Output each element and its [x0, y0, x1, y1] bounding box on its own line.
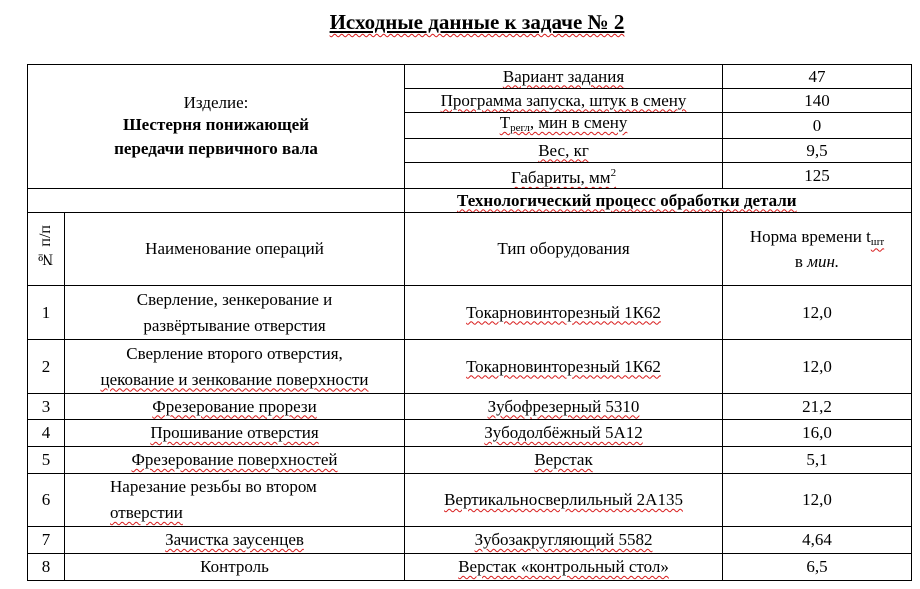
- row-operation: Контроль: [65, 554, 405, 581]
- row-equipment: Вертикальносверлильный 2А135: [405, 474, 723, 527]
- row-norm: 6,5: [723, 554, 912, 581]
- table-row: [28, 340, 912, 394]
- row-operation: Зачистка заусенцев: [65, 527, 405, 554]
- row-equipment: Зубофрезерный 5310: [405, 394, 723, 420]
- row-equipment: Токарновинторезный 1К62: [405, 286, 723, 340]
- table-row: [28, 527, 912, 554]
- row-num: 3: [28, 394, 65, 420]
- param-label-variant: Вариант задания: [405, 65, 723, 89]
- process-title: Технологический процесс обработки детали: [405, 189, 912, 213]
- table-row: [28, 420, 912, 447]
- row-equipment: Верстак: [405, 447, 723, 474]
- param-value-program: 140: [723, 89, 912, 113]
- empty-cell: [28, 189, 405, 213]
- row-num: 7: [28, 527, 65, 554]
- param-label-treg: $Т_{регл}$, мин в смену: [405, 113, 723, 139]
- table-row: [28, 447, 912, 474]
- row-equipment: Зубодолбёжный 5А12: [405, 420, 723, 447]
- param-label-dimensions: Габариты, $мм^2$: [405, 163, 723, 189]
- row-num: 4: [28, 420, 65, 447]
- row-num: 2: [28, 340, 65, 394]
- row-norm: 4,64: [723, 527, 912, 554]
- row-norm: 12,0: [723, 474, 912, 527]
- param-label-program: Программа запуска, штук в смену: [405, 89, 723, 113]
- col-header-equipment: Тип оборудования: [405, 213, 723, 286]
- table-row: [28, 554, 912, 581]
- param-value-treg: 0: [723, 113, 912, 139]
- product-cell: [28, 65, 405, 189]
- param-label-weight: Вес, кг: [405, 139, 723, 163]
- param-value-variant: 47: [723, 65, 912, 89]
- row-num: 1: [28, 286, 65, 340]
- row-operation: Сверление, зенкерование и развёртывание отверстия: [65, 286, 405, 340]
- row-equipment: Токарновинторезный 1К62: [405, 340, 723, 394]
- row-norm: 12,0: [723, 286, 912, 340]
- product-name-line1: Шестерня понижающей: [123, 114, 309, 134]
- row-norm: 21,2: [723, 394, 912, 420]
- table-row: [28, 394, 912, 420]
- product-label: Изделие:: [183, 92, 249, 112]
- table-row: [28, 286, 912, 340]
- row-norm: 16,0: [723, 420, 912, 447]
- page-title: Исходные данные к задаче № 2: [329, 10, 625, 34]
- row-num: 8: [28, 554, 65, 581]
- product-name-line2: передачи первичного вала: [114, 138, 318, 158]
- col-header-norm: Норма времени $t_{шт}$ в мин.: [723, 213, 912, 286]
- table-row: [28, 474, 912, 527]
- col-header-num: № п/п: [28, 213, 65, 286]
- row-operation: Сверление второго отверстия, цекование и зенкование поверхности: [65, 340, 405, 394]
- param-value-weight: 9,5: [723, 139, 912, 163]
- col-header-operation: Наименование операций: [65, 213, 405, 286]
- row-num: 6: [28, 474, 65, 527]
- row-operation: Нарезание резьбы во втором отверстии: [65, 474, 405, 527]
- row-norm: 12,0: [723, 340, 912, 394]
- row-num: 5: [28, 447, 65, 474]
- row-equipment: Верстак «контрольный стол»: [405, 554, 723, 581]
- param-value-dimensions: 125: [723, 163, 912, 189]
- row-norm: 5,1: [723, 447, 912, 474]
- task-data-table: [27, 64, 912, 581]
- row-equipment: Зубозакругляющий 5582: [405, 527, 723, 554]
- row-operation: Прошивание отверстия: [65, 420, 405, 447]
- row-operation: Фрезерование поверхностей: [65, 447, 405, 474]
- row-operation: Фрезерование прорези: [65, 394, 405, 420]
